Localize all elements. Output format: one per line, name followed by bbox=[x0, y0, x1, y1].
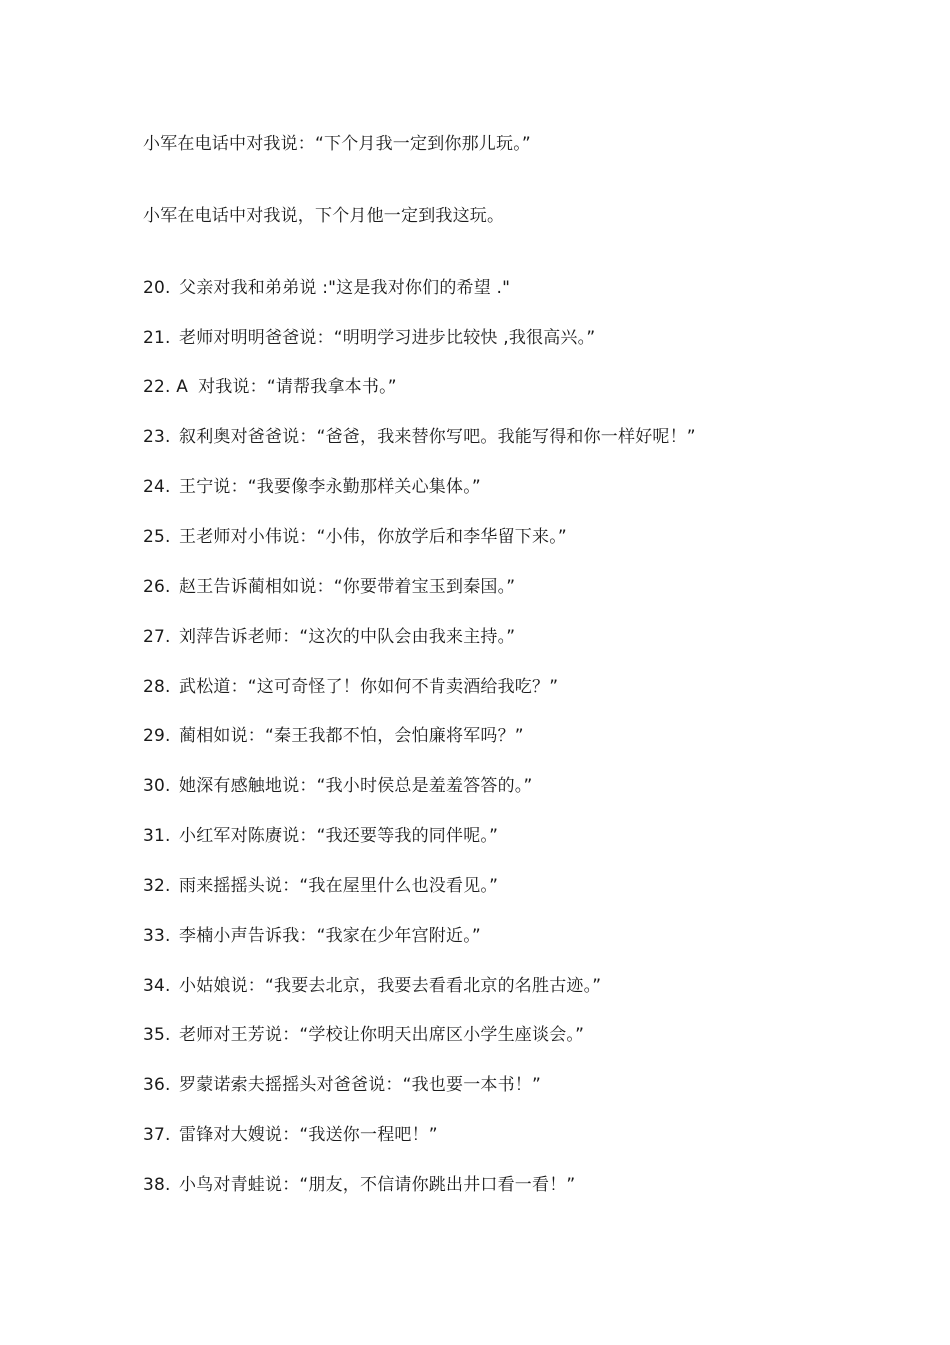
item-text: 父亲对我和弟弟说 :"这是我对你们的希望 ." bbox=[179, 278, 511, 298]
intro-line-indirect: 小军在电话中对我说，下个月他一定到我这玩。 bbox=[143, 206, 505, 226]
item-number: 38. bbox=[143, 1175, 171, 1195]
item-text: 小姑娘说：“我要去北京，我要去看看北京的名胜古迹。” bbox=[179, 976, 602, 996]
item-number: 23. bbox=[143, 427, 171, 447]
list-item bbox=[143, 426, 696, 448]
item-number: 26. bbox=[143, 577, 171, 597]
list-item bbox=[143, 875, 498, 897]
list-item bbox=[143, 476, 481, 498]
item-number: 20. bbox=[143, 278, 171, 298]
item-text: 蔺相如说：“秦王我都不怕，会怕廉将军吗？” bbox=[179, 726, 524, 746]
item-text: 王宁说：“我要像李永勤那样关心集体。” bbox=[179, 477, 481, 497]
item-text: 对我说：“请帮我拿本书。” bbox=[198, 377, 397, 397]
item-number: 21. bbox=[143, 328, 171, 348]
item-number: 24. bbox=[143, 477, 171, 497]
list-item bbox=[143, 1124, 438, 1146]
item-text: 小鸟对青蛙说：“朋友，不信请你跳出井口看一看！” bbox=[179, 1175, 576, 1195]
item-text: 李楠小声告诉我：“我家在少年宫附近。” bbox=[179, 926, 481, 946]
item-number: 35. bbox=[143, 1025, 171, 1045]
item-number: 30. bbox=[143, 776, 171, 796]
item-text: 刘萍告诉老师：“这次的中队会由我来主持。” bbox=[179, 627, 516, 647]
list-item bbox=[143, 925, 481, 947]
list-item bbox=[143, 775, 533, 797]
item-number: 29. bbox=[143, 726, 171, 746]
list-item bbox=[143, 725, 524, 747]
item-text: 雷锋对大嫂说：“我送你一程吧！” bbox=[179, 1125, 438, 1145]
item-text: 王老师对小伟说：“小伟，你放学后和李华留下来。” bbox=[179, 527, 567, 547]
list-item bbox=[143, 327, 595, 349]
list-item bbox=[143, 1174, 575, 1196]
list-item bbox=[143, 676, 558, 698]
item-number: 25. bbox=[143, 527, 171, 547]
item-number: 32. bbox=[143, 876, 171, 896]
intro-line-direct: 小军在电话中对我说：“下个月我一定到你那儿玩。” bbox=[143, 134, 531, 154]
list-item bbox=[143, 825, 498, 847]
item-text: 赵王告诉蔺相如说：“你要带着宝玉到秦国。” bbox=[179, 577, 516, 597]
item-text: 叙利奥对爸爸说：“爸爸，我来替你写吧。我能写得和你一样好呢！” bbox=[179, 427, 696, 447]
item-number: 33. bbox=[143, 926, 171, 946]
item-text: 她深有感触地说：“我小时侯总是羞羞答答的。” bbox=[179, 776, 533, 796]
list-item bbox=[143, 1074, 541, 1096]
list-item bbox=[143, 277, 510, 299]
list-item bbox=[143, 576, 515, 598]
item-text: 武松道：“这可奇怪了！你如何不肯卖酒给我吃？” bbox=[179, 677, 559, 697]
item-number: 27. bbox=[143, 627, 171, 647]
item-text: 雨来摇摇头说：“我在屋里什么也没看见。” bbox=[179, 876, 499, 896]
item-number: 34. bbox=[143, 976, 171, 996]
item-text: 罗蒙诺索夫摇摇头对爸爸说：“我也要一本书！” bbox=[179, 1075, 542, 1095]
list-item bbox=[143, 376, 397, 398]
item-text: 老师对明明爸爸说：“明明学习进步比较快 ,我很高兴。” bbox=[179, 328, 596, 348]
item-number: 37. bbox=[143, 1125, 171, 1145]
list-item bbox=[143, 975, 601, 997]
item-text: 小红军对陈赓说：“我还要等我的同伴呢。” bbox=[179, 826, 499, 846]
item-number: 31. bbox=[143, 826, 171, 846]
item-number: 28. bbox=[143, 677, 171, 697]
list-item bbox=[143, 526, 567, 548]
list-item bbox=[143, 626, 515, 648]
list-item bbox=[143, 1024, 584, 1046]
item-number: 36. bbox=[143, 1075, 171, 1095]
item-number: 22. A bbox=[143, 377, 189, 397]
item-text: 老师对王芳说：“学校让你明天出席区小学生座谈会。” bbox=[179, 1025, 585, 1045]
